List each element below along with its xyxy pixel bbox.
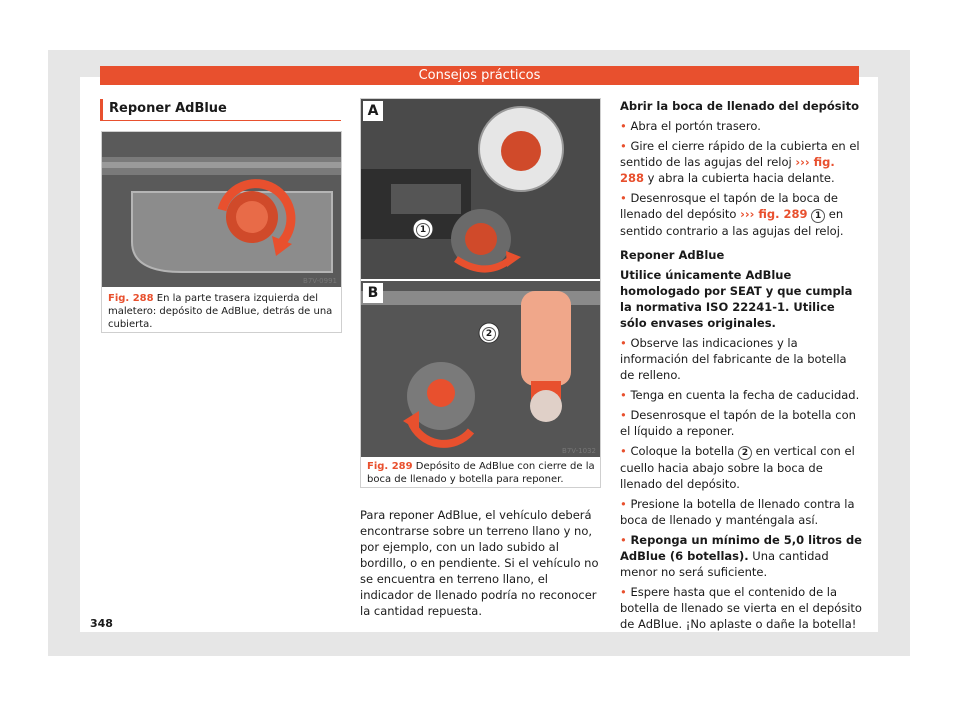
figure-289-caption xyxy=(367,460,595,486)
marker-1: 1 xyxy=(416,223,430,237)
refill-step-3: • Desenrosque el tapón de la botella con el líquido a reponer. xyxy=(620,408,856,438)
refill-step-2: • Tenga en cuenta la fecha de caducidad. xyxy=(620,388,860,402)
marker-2-inline: 2 xyxy=(738,446,752,460)
open-heading: Abrir la boca de llenado del depósito xyxy=(620,99,859,113)
figure-288-image xyxy=(102,132,341,287)
section-title: Reponer AdBlue xyxy=(100,99,341,121)
figure-289-panel-b xyxy=(361,281,600,457)
figure-289-label: Fig. 289 xyxy=(367,461,413,472)
figure-289-caption-text: Depósito de AdBlue con cierre de la boca de llenado y botella para reponer. xyxy=(367,461,595,485)
open-step-2: • Gire el cierre rápido de la cubierta en el sentido de las agujas del reloj ››› fig. 288 y abra la cubierta hacia delante. xyxy=(620,139,860,185)
figure-288 xyxy=(101,131,342,333)
figure-289 xyxy=(360,98,601,488)
figure-288-caption-text: En la parte trasera izquierda del maletero: depósito de AdBlue, detrás de una cubierta. xyxy=(108,293,333,330)
bottle-illustration xyxy=(361,281,600,457)
panel-b-letter: B xyxy=(363,283,383,303)
refill-step-1: • Observe las indicaciones y la información del fabricante de la botella de relleno. xyxy=(620,336,847,382)
level-ground-paragraph: Para reponer AdBlue, el vehículo deberá encontrarse sobre un terreno llano y no, por ejemplo, con un lado subido al bordillo, o en pendiente. Si el vehículo no se encuentra en terreno llano, el indicador de llenado podría no reconocer la cantidad repuesta. xyxy=(360,508,599,618)
figure-288-caption xyxy=(108,292,336,331)
marker-1-inline: 1 xyxy=(811,209,825,223)
open-step-3: • Desenrosque el tapón de la boca de llenado del depósito ››› fig. 289 1 en sentido contrario a las agujas del reloj. xyxy=(620,191,844,238)
figure-289-panel-a xyxy=(361,99,600,279)
refill-step-5: • Presione la botella de llenado contra la boca de llenado y manténgala así. xyxy=(620,497,855,527)
fig-288-link[interactable]: ››› fig. 288 xyxy=(620,155,835,185)
refill-step-4: • Coloque la botella 2 en vertical con el cuello hacia abajo sobre la boca de llenado del depósito. xyxy=(620,444,855,491)
figure-288-code: B7V-0991 xyxy=(303,277,337,285)
panel-a-letter: A xyxy=(363,101,383,121)
filler-cap-illustration xyxy=(361,99,600,279)
figure-288-label: Fig. 288 xyxy=(108,293,154,304)
figure-289-code: B7V-1032 xyxy=(562,447,596,455)
header-bar xyxy=(100,66,859,85)
header-title: Consejos prácticos xyxy=(418,68,541,83)
open-step-1: • Abra el portón trasero. xyxy=(620,119,761,133)
refill-step-6: • Reponga un mínimo de 5,0 litros de AdBlue (6 botellas). Una cantidad menor no será suficiente. xyxy=(620,533,862,579)
trunk-cover-illustration xyxy=(102,132,341,287)
fig-289-link[interactable]: ››› fig. 289 xyxy=(740,207,808,221)
page-number: 348 xyxy=(90,617,113,630)
refill-step-7: • Espere hasta que el contenido de la botella de llenado se vierta en el depósito de AdBlue. ¡No aplaste o dañe la botella! xyxy=(620,585,862,631)
marker-2: 2 xyxy=(482,327,496,341)
instructions-column xyxy=(620,98,862,636)
refill-heading: Reponer AdBlue xyxy=(620,248,725,262)
refill-intro: Utilice únicamente AdBlue homologado por SEAT y que cumpla la normativa ISO 22241-1. Utilice sólo envases originales. xyxy=(620,268,853,330)
